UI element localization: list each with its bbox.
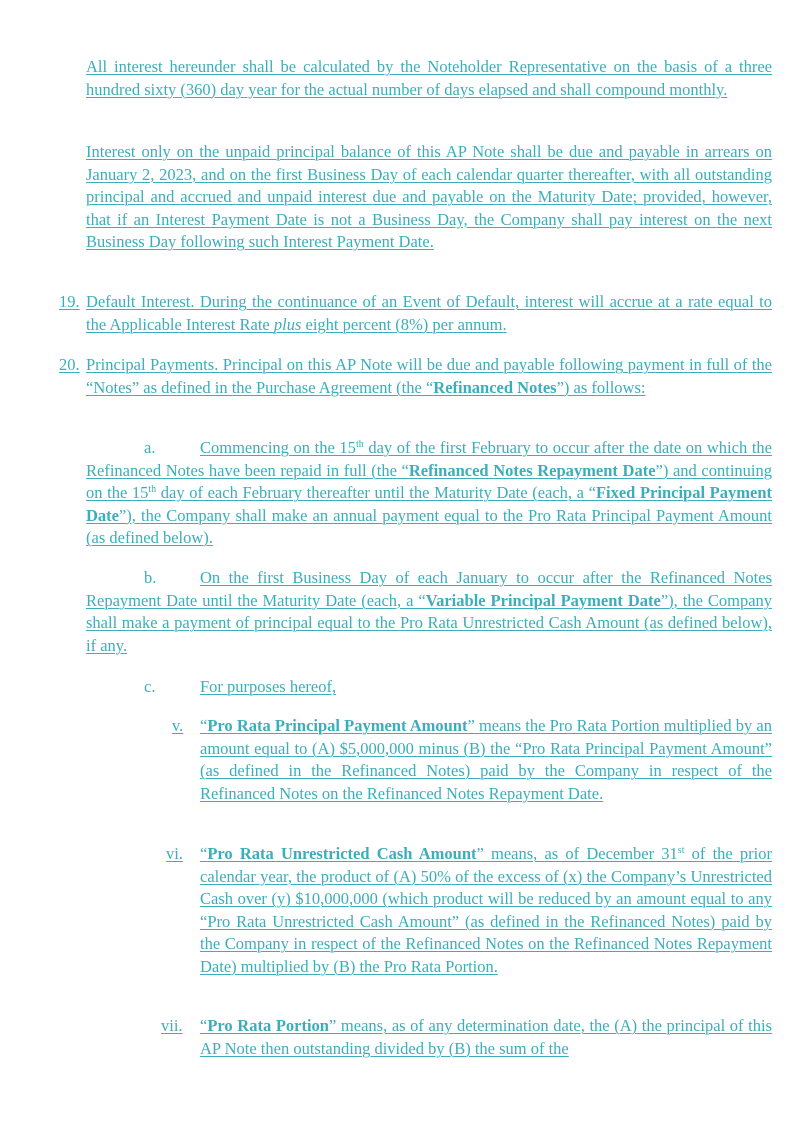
section-19-italic: plus (273, 314, 302, 334)
item-vi-label: vi. (166, 844, 183, 863)
item-a-text: day of each February thereafter until the Maturity Date (each, a “ (156, 483, 596, 502)
item-vi-text: of the prior calendar year, the product of (A) 50% of the excess of (x) the Company’s Unrestricted Cash over (y) $10,000,000 (which product will be reduced by an amount equal to any “Pro Rata Unrestricted Cash Amount” (as defined in the Refinanced Notes) paid by the Company in respect of the Refinanced Notes on the Refinanced Notes Repayment Date) multiplied by (B) the Pro Rata Portion. (200, 844, 772, 976)
item-a-text: ”) and continuing on the 15 (86, 460, 772, 502)
item-a-text: day of the first February to occur after the date on which the Refinanced Notes have been repaid in full (the “ (86, 438, 772, 480)
item-c-label: c. (144, 677, 156, 696)
section-20-defined-term: Refinanced Notes (433, 377, 557, 397)
item-a-text: Commencing on the 15 (200, 438, 356, 457)
item-v-text: “ (200, 716, 208, 735)
item-vii-pro-rata-portion (200, 1015, 772, 1060)
item-vi-text: ” means, as of December 31 (476, 844, 678, 863)
interest-calculation-paragraph: All interest hereunder shall be calculated by the Noteholder Representative on the basis of a three hundred sixty (360) day year for the actual number of days elapsed and shall compound monthly. (86, 57, 772, 99)
section-20-number: 20. (59, 355, 80, 374)
section-20-principal-payments (86, 354, 772, 399)
section-20-text: Principal Payments. Principal on this AP Note will be due and payable following payment in full of the “Notes” as defined in the Purchase Agreement (the “ (86, 355, 772, 397)
item-b-label: b. (144, 568, 157, 587)
item-b-text: On the first Business Day of each January to occur after the Refinanced Notes Repayment Date until the Maturity Date (each, a “ (86, 568, 772, 610)
section-20-text-end: ”) as follows: (556, 377, 646, 397)
section-19-text: Default Interest. During the continuance of an Event of Default, interest will accrue at a rate equal to the Applicable Interest Rate (86, 292, 772, 334)
section-19-default-interest (86, 291, 772, 336)
item-a-defined-term: Refinanced Notes Repayment Date (408, 460, 656, 480)
item-vi-pro-rata-unrestricted-cash-amount (200, 843, 772, 978)
section-19-number: 19. (59, 292, 80, 311)
item-a-sup: th (148, 484, 157, 495)
item-v-text: ” means the Pro Rata Portion multiplied by an amount equal to (A) $5,000,000 minus (B) the “Pro Rata Principal Payment Amount” (as defined in the Refinanced Notes) paid by the Company in respect of the Refinanced Notes on the Refinanced Notes Repayment Date. (200, 716, 772, 803)
item-a-sup: th (355, 439, 364, 450)
item-a-text: ”), the Company shall make an annual payment equal to the Pro Rata Principal Payment Amount (as defined below). (86, 505, 772, 547)
item-v-pro-rata-principal-payment-amount (200, 715, 772, 805)
interest-only-paragraph: Interest only on the unpaid principal balance of this AP Note shall be due and payable in arrears on January 2, 2023, and on the first Business Day of each calendar quarter thereafter, with all outstanding principal and accrued and unpaid interest due and payable on the Maturity Date; provided, however, that if an Interest Payment Date is not a Business Day, the Company shall pay interest on the next Business Day following such Interest Payment Date. (86, 142, 772, 251)
section-19-text-end: eight percent (8%) per annum. (301, 314, 507, 334)
item-b-variable-principal-payment (86, 567, 772, 657)
item-vi-text: “ (200, 844, 208, 863)
item-a-fixed-principal-payment (86, 437, 772, 550)
item-v-label: v. (172, 716, 184, 735)
item-c-purposes (144, 676, 544, 699)
item-vii-text: “ (200, 1016, 208, 1035)
item-c-text: For purposes hereof, (200, 677, 337, 696)
item-a-defined-term: Fixed Principal Payment Date (86, 483, 772, 525)
item-vi-sup: st (677, 845, 685, 856)
item-b-defined-term: Variable Principal Payment Date (425, 590, 661, 610)
item-vi-defined-term: Pro Rata Unrestricted Cash Amount (207, 844, 477, 863)
item-vii-label: vii. (161, 1016, 183, 1035)
item-vii-text: ” means, as of any determination date, the (A) the principal of this AP Note then outstanding divided by (B) the sum of the (200, 1016, 772, 1058)
item-v-defined-term: Pro Rata Principal Payment Amount (207, 716, 468, 735)
item-a-label: a. (144, 438, 156, 457)
item-vii-defined-term: Pro Rata Portion (207, 1016, 329, 1035)
item-b-text: ”), the Company shall make a payment of principal equal to the Pro Rata Unrestricted Cash Amount (as defined below), if any. (86, 590, 773, 655)
